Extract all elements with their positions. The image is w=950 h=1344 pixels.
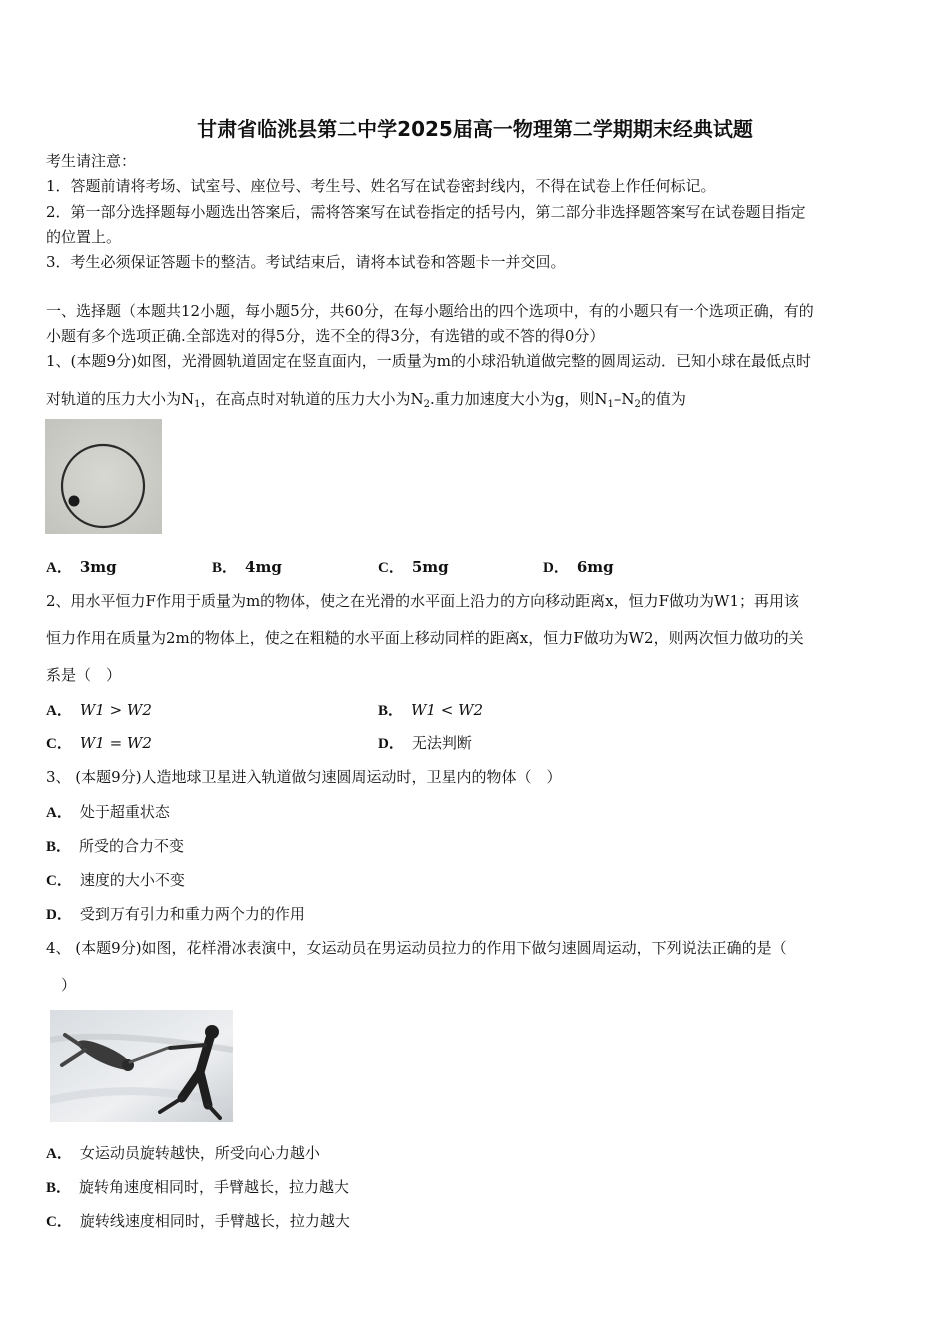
- question-2-option-d[interactable]: D． 无法判断: [378, 734, 472, 752]
- question-1-option-a[interactable]: A． 3mg: [46, 558, 117, 576]
- question-2-text-cont: 恒力作用在质量为2m的物体上，使之在粗糙的水平面上移动同样的距离x，恒力F做功为W2，则两次恒力做功的关: [46, 629, 804, 647]
- question-1-option-d[interactable]: D． 6mg: [543, 558, 614, 576]
- question-3-option-b[interactable]: B． 所受的合力不变: [46, 837, 185, 855]
- section-heading: 一、选择题（本题共12小题，每小题5分，共60分，在每小题给出的四个选项中，有的小题只有一个选项正确，有的: [46, 302, 814, 320]
- notice-heading: 考生请注意：: [46, 152, 137, 170]
- question-1-text: 1、(本题9分)如图，光滑圆轨道固定在竖直面内，一质量为m的小球沿轨道做完整的圆周运动．已知小球在最低点时: [46, 352, 812, 370]
- notice-item-1: 1．答题前请将考场、试室号、座位号、考生号、姓名写在试卷密封线内，不得在试卷上作任何标记。: [46, 177, 716, 195]
- figure-skating-photo: [50, 1010, 233, 1122]
- question-4-option-a[interactable]: A． 女运动员旋转越快，所受向心力越小: [46, 1144, 320, 1162]
- question-4-option-c[interactable]: C． 旋转线速度相同时，手臂越长，拉力越大: [46, 1212, 350, 1230]
- notice-item-3: 3．考生必须保证答题卡的整洁。考试结束后，请将本试卷和答题卡一并交回。: [46, 253, 566, 271]
- question-3-option-a[interactable]: A． 处于超重状态: [46, 803, 170, 821]
- question-1-option-b[interactable]: B． 4mg: [212, 558, 282, 576]
- question-1-text-cont: 对轨道的压力大小为$N_1$，在高点时对轨道的压力大小为$N_2$.重力加速度大小为g，则$N_1-N_2$的值为: [46, 390, 686, 410]
- question-4-text: 4、 (本题9分)如图，花样滑冰表演中，女运动员在男运动员拉力的作用下做匀速圆周运动，下列说法正确的是（: [46, 939, 787, 957]
- circular-track-figure: [45, 419, 162, 534]
- notice-item-2-cont: 的位置上。: [46, 228, 122, 246]
- page-title: 甘肃省临洮县第二中学2025届高一物理第二学期期末经典试题: [197, 117, 753, 141]
- question-2-option-a[interactable]: A． W1 > W2: [46, 701, 152, 719]
- question-4-text-cont: ）: [46, 976, 77, 994]
- question-2-option-c[interactable]: C． W1 = W2: [46, 734, 152, 752]
- question-3-option-d[interactable]: D． 受到万有引力和重力两个力的作用: [46, 905, 305, 923]
- notice-item-2: 2．第一部分选择题每小题选出答案后，需将答案写在试卷指定的括号内，第二部分非选择题答案写在试卷题目指定: [46, 203, 806, 221]
- question-1-option-c[interactable]: C． 5mg: [378, 558, 449, 576]
- question-4-option-b[interactable]: B． 旋转角速度相同时，手臂越长，拉力越大: [46, 1178, 350, 1196]
- question-2-option-b[interactable]: B． W1 < W2: [378, 701, 484, 719]
- section-heading-cont: 小题有多个选项正确.全部选对的得5分，选不全的得3分，有选错的或不答的得0分）: [46, 327, 605, 345]
- question-2-text: 2、用水平恒力F作用于质量为m的物体，使之在光滑的水平面上沿力的方向移动距离x，恒力F做功为W1；再用该: [46, 592, 800, 610]
- question-3-option-c[interactable]: C． 速度的大小不变: [46, 871, 185, 889]
- question-3-text: 3、 (本题9分)人造地球卫星进入轨道做匀速圆周运动时，卫星内的物体（ ）: [46, 768, 562, 786]
- question-2-text-end: 系是（ ）: [46, 666, 122, 684]
